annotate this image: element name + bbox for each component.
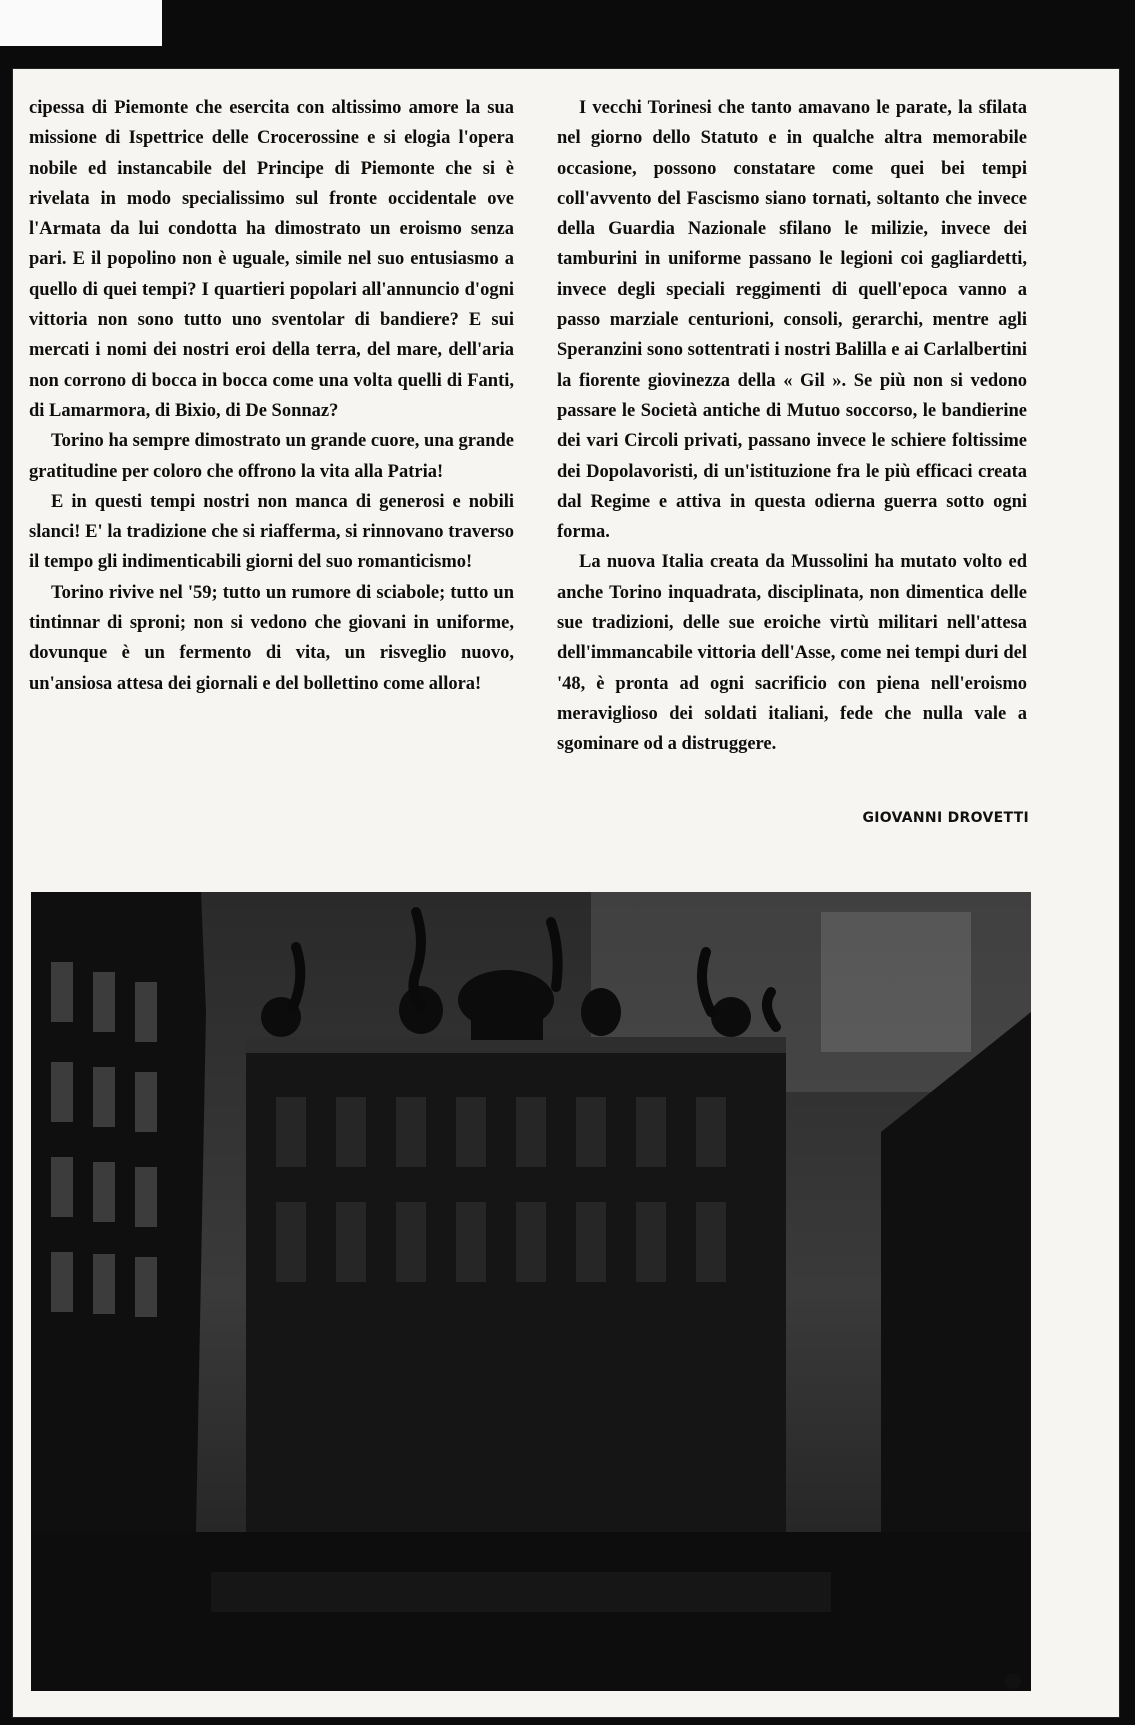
article-left-column	[29, 93, 514, 699]
scan-margin-tab	[0, 0, 162, 46]
magazine-page	[12, 68, 1120, 1718]
paragraph: E in questi tempi nostri non manca di generosi e nobili slanci! E' la tradizione che si riafferma, si rinnovano traverso il tempo gli indimenticabili giorni del suo romanticismo!	[29, 491, 514, 573]
paragraph: cipessa di Piemonte che esercita con altissimo amore la sua missione di Ispettrice delle Crocerossine e si elogia l'opera nobile ed instancabile del Principe di Piemonte che si è rivelata in modo specialissimo sul fronte occidentale ove l'Armata da lui condotta ha dimostrato un eroismo senza pari. E il popolino non è uguale, simile nel suo entusiasmo a quello di quei tempi? I quartieri popolari all'annuncio d'ogni vittoria non sono tutto uno sventolar di bandiere? E sui mercati i nomi dei nostri eroi della terra, del mare, dell'aria non corrono di bocca in bocca come una volta quelli di Fanti, di Lamarmora, di Bixio, di De Sonnaz?	[29, 98, 514, 421]
historic-palace-illustration	[31, 892, 1031, 1691]
paragraph: Torino rivive nel '59; tutto un rumore di sciabole; tutto un tintinnar di sproni; non si vedono che giovani in uniforme, dovunque è un fermento di vita, un risveglio nuovo, un'ansiosa attesa dei giornali e del bollettino come allora!	[29, 582, 514, 694]
article-right-column	[557, 93, 1027, 760]
author-signature: GIOVANNI DROVETTI	[862, 810, 1029, 826]
paragraph: Torino ha sempre dimostrato un grande cuore, una grande gratitudine per coloro che offrono la vita alla Patria!	[29, 431, 514, 482]
scan-blemish	[1005, 1673, 1021, 1689]
paragraph: La nuova Italia creata da Mussolini ha mutato volto ed anche Torino inquadrata, disciplinata, non dimentica delle sue tradizioni, delle sue eroiche virtù militari nell'attesa dell'immancabile vittoria dell'Asse, come nei tempi duri del '48, è pronta ad ogni sacrificio con piena nell'eroismo meraviglioso dei soldati italiani, fede che nulla vale a sgominare od a distruggere.	[557, 552, 1027, 755]
paragraph: I vecchi Torinesi che tanto amavano le parate, la sfilata nel giorno dello Statuto e in qualche altra memorabile occasione, possono constatare come quei bei tempi coll'avvento del Fascismo siano tornati, soltanto che invece della Guardia Nazionale sfilano le milizie, invece dei tamburini in uniforme passano le legioni coi gagliardetti, invece degli speciali reggimenti di quell'epoca vanno a passo marziale centurioni, consoli, gerarchi, mentre agli Speranzini sono sottentrati i nostri Balilla e ai Carlalbertini la fiorente giovinezza della « Gil ». Se più non si vedono passare le Società antiche di Mutuo soccorso, le bandierine dei vari Circoli privati, passano invece le schiere foltissime dei Dopolavoristi, di un'istituzione fra le più efficaci creata dal Regime e attiva in questa odierna guerra sotto ogni forma.	[557, 98, 1027, 543]
